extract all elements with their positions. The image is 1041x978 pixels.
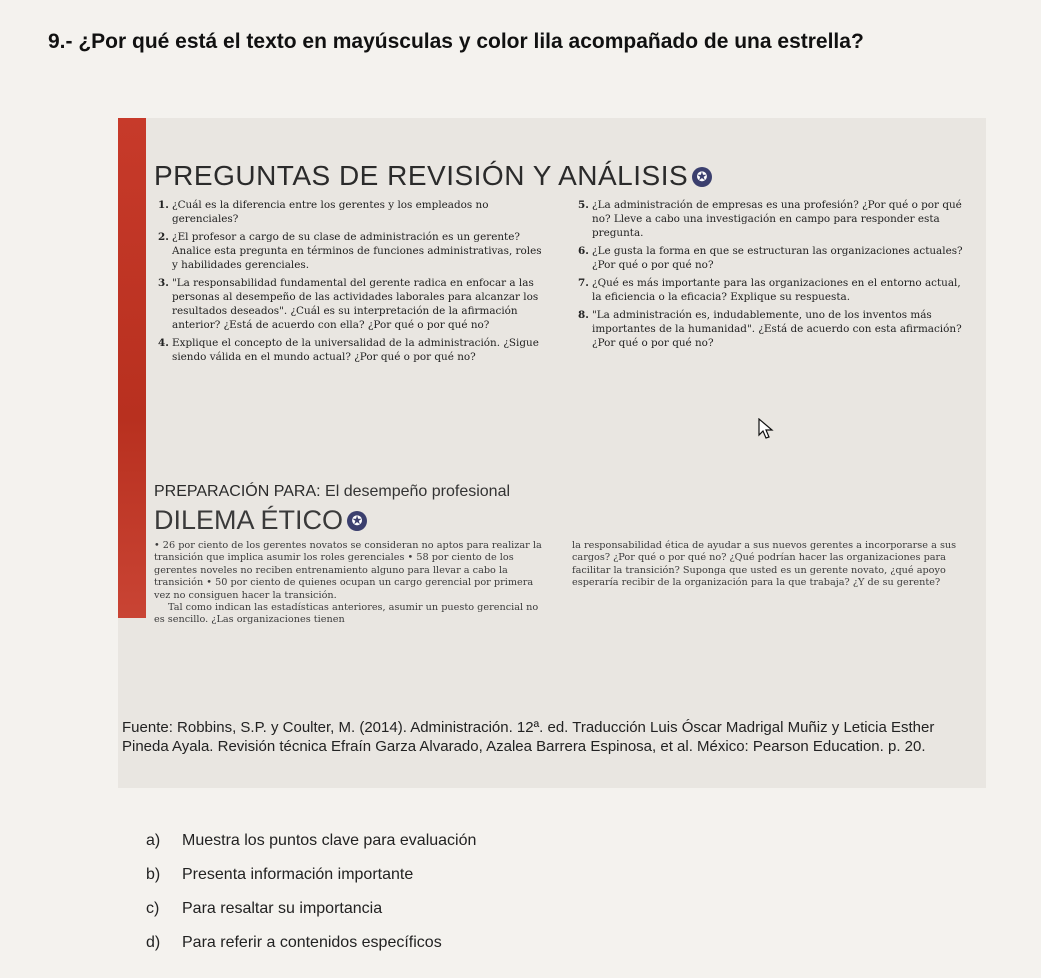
review-item (578, 244, 968, 272)
review-item (578, 198, 968, 240)
mouse-pointer-icon (758, 418, 774, 440)
item-text: Explique el concepto de la universalidad de la administración. ¿Sigue siendo válida en el mundo actual? ¿Por qué o por qué no? (172, 337, 539, 363)
option-text: Presenta información importante (182, 866, 414, 883)
source-citation: Fuente: Robbins, S.P. y Coulter, M. (2014). Administración. 12ª. ed. Traducción Luis Óscar Madrigal Muñiz y Leticia Esther Pineda Ayala. Revisión técnica Efraín Garza Alvarado, Azalea Barrera Espinosa, et al. México: Pearson Education. p. 20. (122, 719, 935, 755)
item-text: "La administración es, indudablemente, uno de los inventos más importantes de la humanidad". ¿Está de acuerdo con esta afirmación? ¿Por qué o por qué no? (592, 309, 962, 349)
item-number: 3. (158, 277, 169, 289)
item-number: 5. (578, 199, 589, 211)
option-letter: a) (146, 832, 161, 849)
review-item (158, 198, 548, 226)
right-column (578, 198, 968, 368)
left-column (158, 198, 548, 368)
answer-option[interactable] (146, 934, 476, 952)
answer-option[interactable] (146, 832, 476, 850)
item-text: "La responsabilidad fundamental del gerente radica en enfocar a las personas al desempeño de las actividades laborales para alcanzar los resultados deseados". ¿Cuál es su interpretación de la afirmación anterior? ¿Está de acuerdo con ella? ¿Por qué o por qué no? (172, 277, 539, 331)
answer-options (146, 832, 476, 968)
dilema-paragraph: • 26 por ciento de los gerentes novatos se consideran no aptos para realizar la transición que implica asumir los roles gerenciales • 58 por ciento de los gerentes noveles no reciben entrenamiento alguno para llevar a cabo la transición • 50 por ciento de quienes ocupan un cargo gerencial por primera vez no consiguen hacer la transición. (154, 540, 542, 601)
option-letter: d) (146, 934, 161, 951)
dilema-left-column (154, 540, 550, 627)
section-title-text: PREGUNTAS DE REVISIÓN Y ANÁLISIS (154, 160, 689, 191)
section-title (154, 160, 712, 192)
question-title: 9.- ¿Por qué está el texto en mayúsculas y color lila acompañado de una estrella? (48, 30, 864, 53)
dilema-title-text: DILEMA ÉTICO (154, 505, 344, 535)
dilema-title (154, 505, 367, 536)
item-text: ¿Le gusta la forma en que se estructuran las organizaciones actuales? ¿Por qué o por qué no? (592, 245, 963, 271)
option-text: Muestra los puntos clave para evaluación (182, 832, 477, 849)
item-number: 6. (578, 245, 589, 257)
answer-option[interactable] (146, 900, 476, 918)
item-text: ¿Cuál es la diferencia entre los gerentes y los empleados no gerenciales? (172, 199, 489, 225)
option-text: Para referir a contenidos específicos (182, 934, 442, 951)
dilema-paragraph: la responsabilidad ética de ayudar a sus nuevos gerentes a incorporarse a sus cargos? ¿Por qué o por qué no? ¿Qué podrían hacer las organizaciones para facilitar la transición? Suponga que usted es un gerente novato, ¿qué apoyo esperaría recibir de la organización para la que trabaja? ¿Y de su gerente? (572, 540, 957, 589)
item-number: 2. (158, 231, 169, 243)
answer-option[interactable] (146, 866, 476, 884)
textbook-scan (118, 118, 986, 788)
review-questions (158, 198, 968, 368)
item-text: ¿El profesor a cargo de su clase de administración es un gerente? Analice esta pregunta en términos de funciones administrativas, roles y habilidades gerenciales. (172, 231, 542, 271)
prep-text: El desempeño profesional (325, 483, 511, 500)
red-side-bar (118, 118, 146, 618)
star-icon: ✪ (347, 511, 367, 531)
item-number: 4. (158, 337, 169, 349)
prep-heading (154, 483, 510, 501)
item-number: 8. (578, 309, 589, 321)
dilema-paragraph: Tal como indican las estadísticas anteriores, asumir un puesto gerencial no es sencillo. ¿Las organizaciones tienen (154, 602, 539, 626)
star-icon: ✪ (692, 167, 712, 187)
option-letter: b) (146, 866, 161, 883)
review-item (158, 336, 548, 364)
dilema-body (154, 540, 969, 627)
item-number: 1. (158, 199, 169, 211)
dilema-right-column (572, 540, 968, 627)
item-text: ¿Qué es más importante para las organizaciones en el entorno actual, la eficiencia o la eficacia? Explique su respuesta. (592, 277, 961, 303)
option-letter: c) (146, 900, 160, 917)
option-text: Para resaltar su importancia (182, 900, 383, 917)
review-item (158, 230, 548, 272)
review-item (578, 308, 968, 350)
item-text: ¿La administración de empresas es una profesión? ¿Por qué o por qué no? Lleve a cabo una investigación en campo para responder esta pregunta. (592, 199, 962, 239)
item-number: 7. (578, 277, 589, 289)
review-item (578, 276, 968, 304)
prep-label: PREPARACIÓN PARA: (154, 483, 321, 500)
review-item (158, 276, 548, 332)
